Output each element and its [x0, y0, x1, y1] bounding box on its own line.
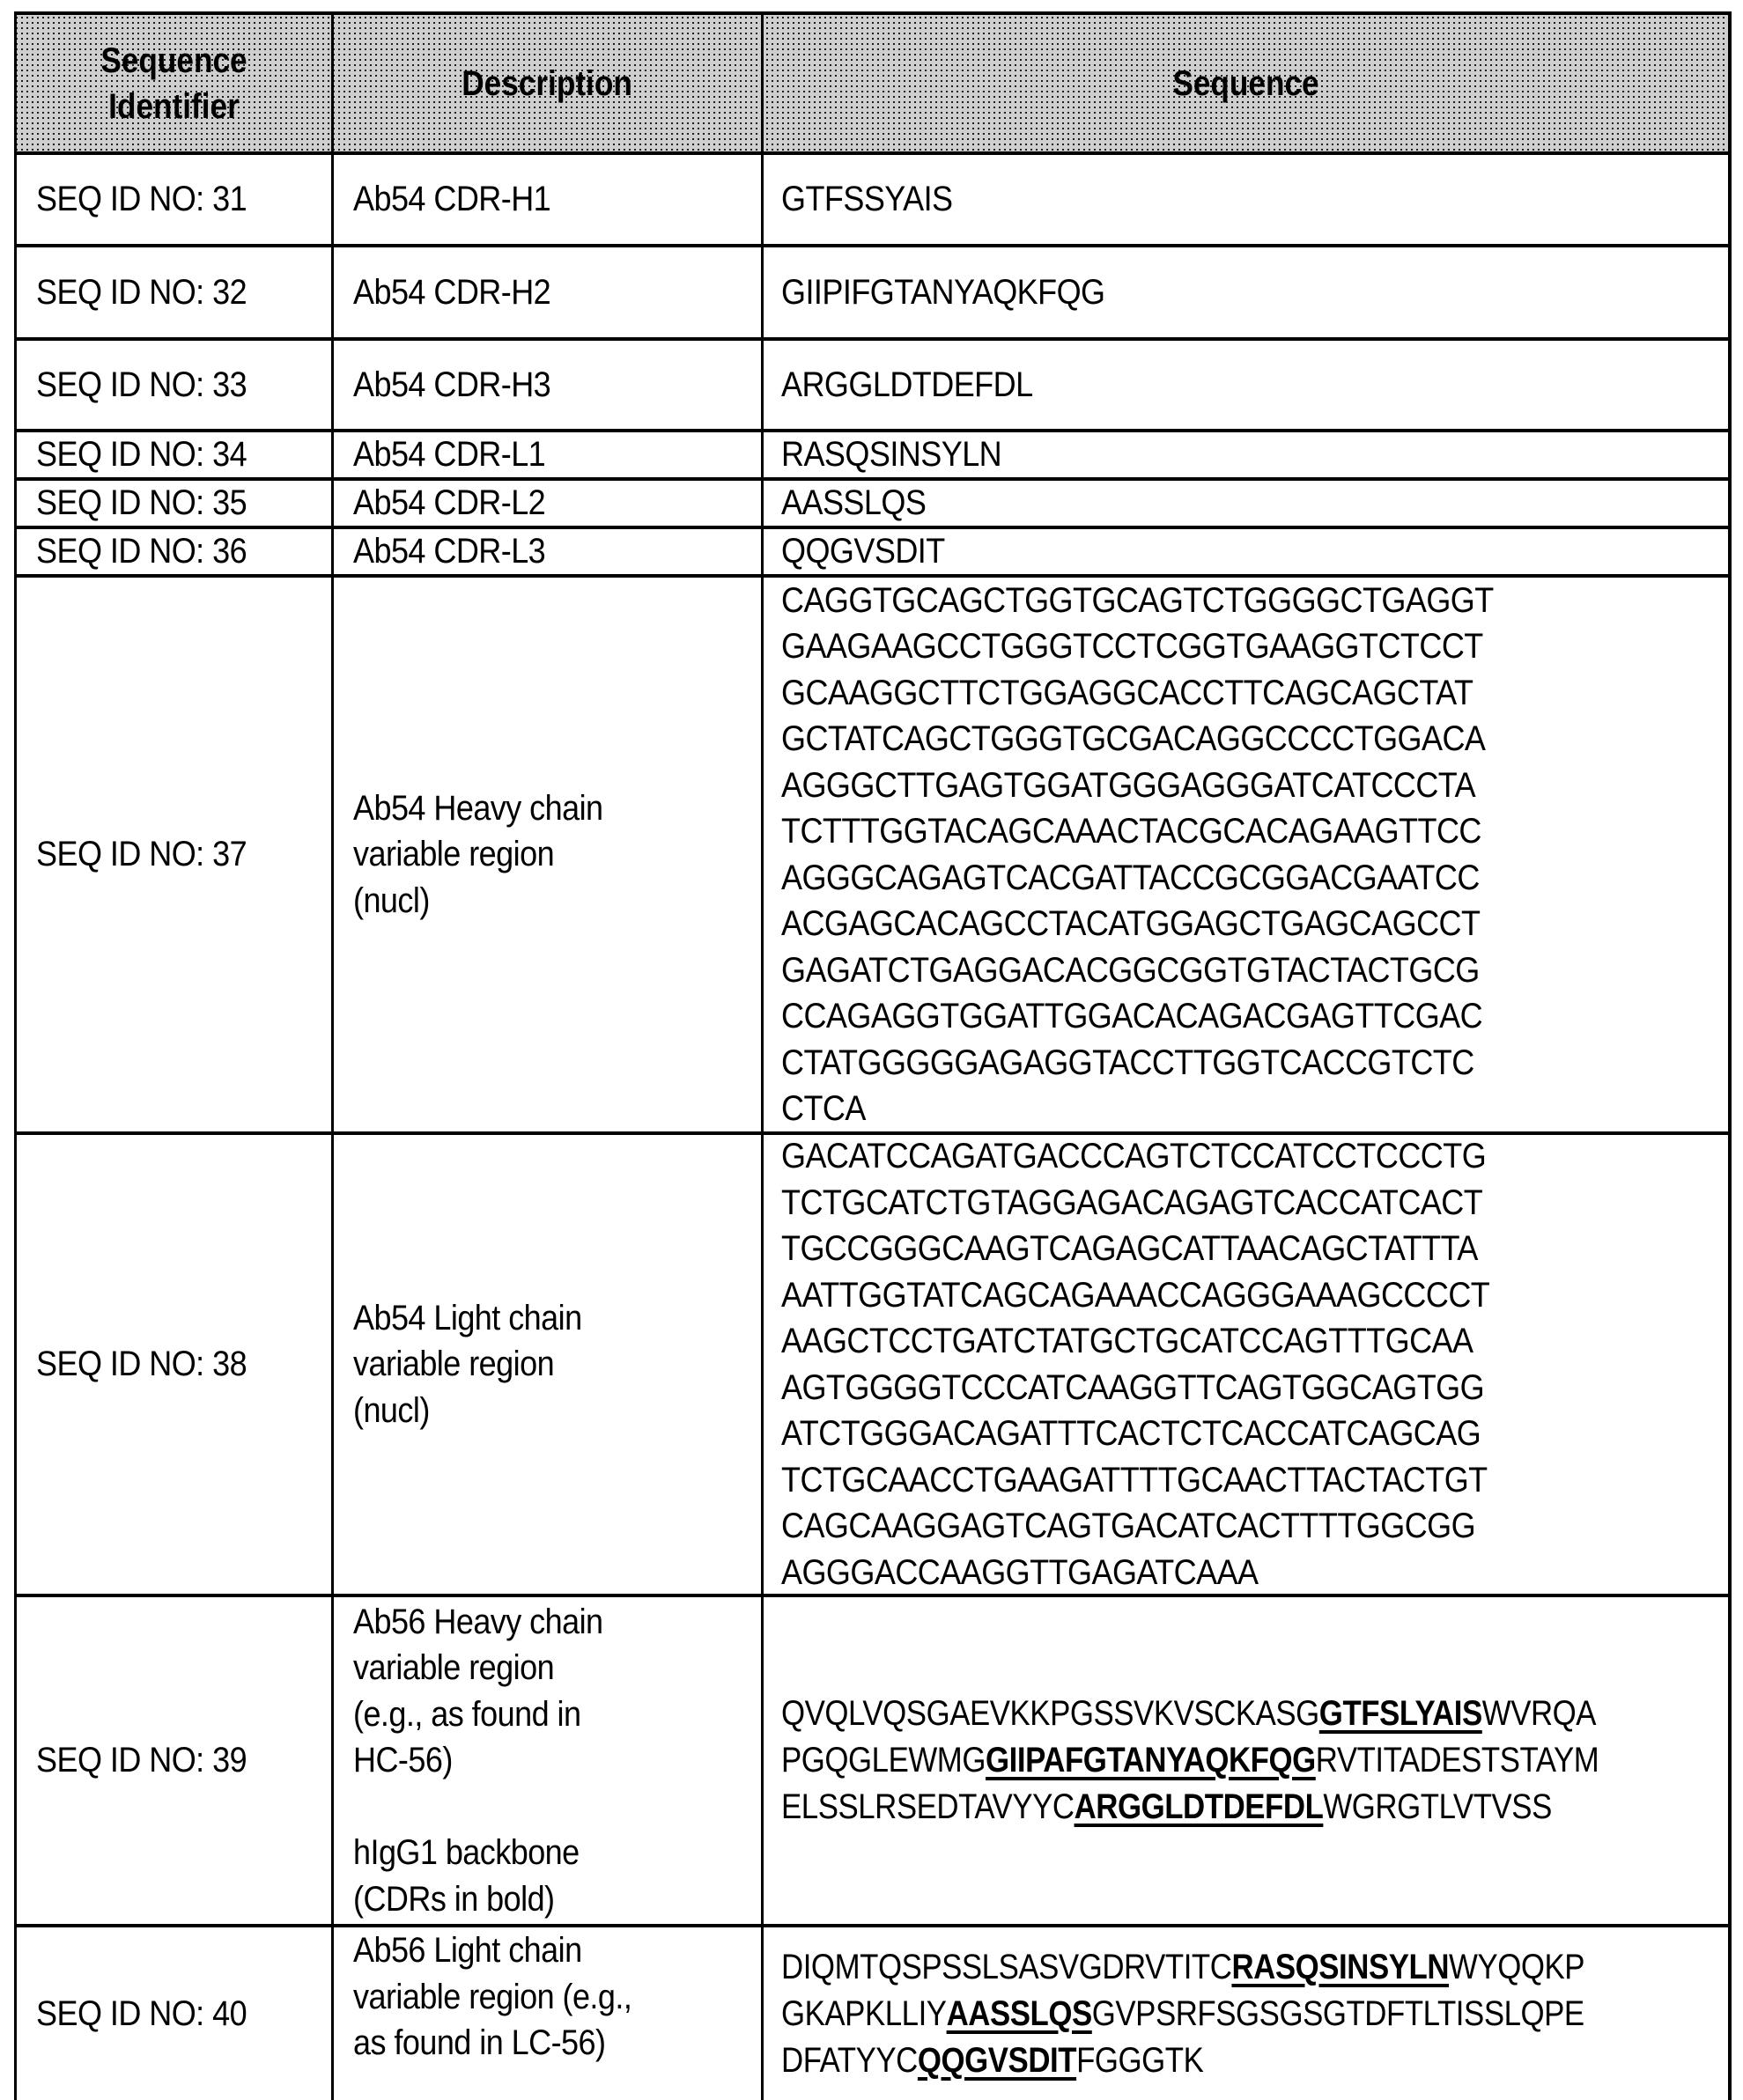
description: Ab54 CDR-H3: [353, 365, 551, 404]
table-row: [14, 244, 1732, 337]
sequence: AASSLQS: [781, 483, 927, 523]
seq-id: SEQ ID NO: 36: [36, 532, 247, 571]
description: Ab56 Light chain variable region (e.g., as found in LC-56): [353, 1931, 632, 2062]
header-label: Description: [462, 63, 633, 103]
cdr-segment: QQGVSDIT: [917, 2040, 1077, 2080]
description: Ab54 Heavy chain variable region (nucl): [353, 788, 603, 920]
sequence: RASQSINSYLN: [781, 435, 1002, 475]
seq-id: SEQ ID NO: 34: [36, 435, 247, 475]
cdr-segment: RASQSINSYLN: [1231, 1947, 1450, 1986]
seq-id: SEQ ID NO: 35: [36, 483, 247, 523]
framework-segment: FGGGTK: [1076, 2040, 1204, 2080]
table-row: [14, 429, 1732, 477]
description: Ab54 CDR-L1: [353, 435, 546, 475]
seq-id: SEQ ID NO: 33: [36, 365, 247, 404]
table-row: [14, 1924, 1732, 2100]
table-row: [14, 151, 1732, 244]
framework-segment: WGRGTLVTVSS: [1323, 1787, 1552, 1826]
cdr-segment: GIIPAFGTANYAQKFQG: [985, 1741, 1316, 1779]
framework-segment: DIQMTQSPSSLSASVGDRVTITC: [781, 1947, 1232, 1986]
sequence: [781, 1944, 1605, 2084]
table-row: [14, 1131, 1732, 1594]
seq-id: SEQ ID NO: 31: [36, 180, 247, 219]
header-sequence: [761, 15, 1732, 151]
seq-id: SEQ ID NO: 32: [36, 272, 247, 312]
table-row: [14, 1594, 1732, 1924]
description: Ab54 CDR-L3: [353, 532, 546, 571]
description: Ab54 CDR-L2: [353, 483, 546, 523]
description: Ab54 CDR-H2: [353, 272, 551, 312]
seq-id: SEQ ID NO: 37: [36, 835, 247, 874]
sequence: GTFSSYAIS: [781, 180, 953, 219]
header-description: [331, 15, 761, 151]
cdr-segment: AASSLQS: [946, 1993, 1092, 2033]
framework-segment: WYQQKPGKAPKLLIY: [781, 1947, 1585, 2033]
sequence: [781, 1691, 1605, 1831]
cdr-segment: ARGGLDTDEFDL: [1074, 1787, 1324, 1826]
cdr-segment: GTFSLYAIS: [1318, 1694, 1482, 1733]
description: Ab54 Light chain variable region (nucl): [353, 1298, 582, 1430]
sequence: ARGGLDTDEFDL: [781, 365, 1033, 404]
table-row: [14, 337, 1732, 429]
framework-segment: WVRQAPGQGLEWMG: [781, 1694, 1597, 1779]
table-row: [14, 574, 1732, 1131]
header-label: Sequence Identifier: [100, 41, 247, 126]
table-row: [14, 526, 1732, 574]
description: Ab56 Heavy chain variable region (e.g., as found in HC-56) hIgG1 backbone (CDRs in bold): [353, 1602, 603, 1919]
header-sequence-identifier: [14, 15, 331, 151]
sequence: GIIPIFGTANYAQKFQG: [781, 272, 1105, 312]
seq-id: SEQ ID NO: 38: [36, 1345, 247, 1384]
sequence: CAGGTGCAGCTGGTGCAGTCTGGGGCTGAGGT GAAGAAGCCTGGGTCCTCGGTGAAGGTCTCCT GCAAGGCTTCTGGAGGCACCTTCAGCAGCTAT GCTATCAGCTGGGTGCGACAGGCCCCTGGACA AGGGCTTGAGTGGATGGGAGGGATCATCCCTA TCTTTGGTACAGCAAACTACGCACAGAAGTTCC AGGGCAGAGTCACGATTACCGCGGACGAATCC ACGAGCACAGCCTACATGGAGCTGAGCAGCCT GAGATCTGAGGACACGGCGGTGTACTACTGCG CCAGAGGTGGATTGGACACAGACGAGTTCGAC CTATGGGGGAGAGGTACCTTGGTCACCGTCTC CTCA: [781, 580, 1494, 1128]
header-label: Sequence: [1172, 63, 1319, 103]
seq-id: SEQ ID NO: 39: [36, 1741, 247, 1780]
framework-segment: GVPSRFSGSGSGTDFTLTISSLQPEDFATYYC: [781, 1993, 1584, 2080]
sequence: QQGVSDIT: [781, 532, 945, 571]
framework-segment: QVQLVQSGAEVKKPGSSVKVSCKASG: [781, 1694, 1319, 1733]
seq-id: SEQ ID NO: 40: [36, 1993, 247, 2033]
framework-segment: RVTITADESTSTAYMELSSLRSEDTAVYYC: [781, 1741, 1599, 1826]
description: Ab54 CDR-H1: [353, 180, 551, 219]
sequence: GACATCCAGATGACCCAGTCTCCATCCTCCCTG TCTGCATCTGTAGGAGACAGAGTCACCATCACT TGCCGGGCAAGTCAGAGCATTAACAGCTATTTA AATTGGTATCAGCAGAAACCAGGGAAAGCCCCT AAGCTCCTGATCTATGCTGCATCCAGTTTGCAA AGTGGGGTCCCATCAAGGTTCAGTGGCAGTGG ATCTGGGACAGATTTCACTCTCACCATCAGCAG TCTGCAACCTGAAGATTTTGCAACTTACTACTGT CAGCAAGGAGTCAGTGACATCACTTTTGGCGG AGGGACCAAGGTTGAGATCAAA: [781, 1137, 1490, 1592]
table-row: [14, 477, 1732, 526]
table-header: [14, 11, 1732, 151]
